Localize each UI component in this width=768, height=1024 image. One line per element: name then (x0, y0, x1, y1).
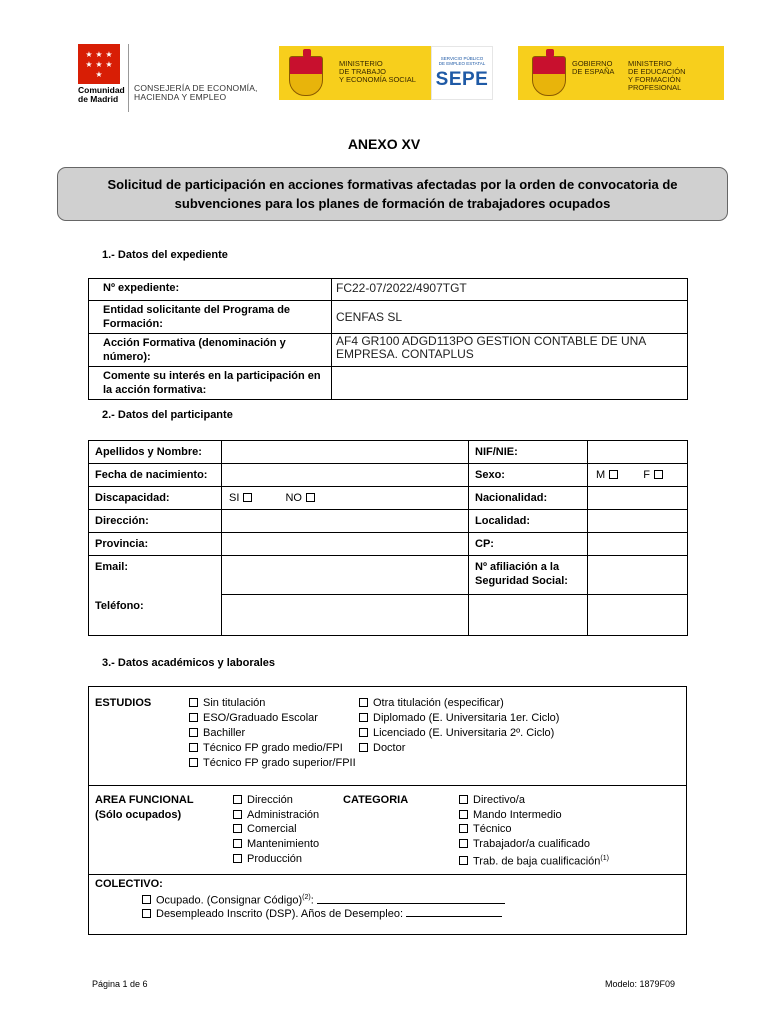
area-option[interactable]: Dirección (233, 793, 293, 807)
discapacidad-si-checkbox[interactable] (243, 493, 252, 502)
area-sublabel: (Sólo ocupados) (95, 809, 182, 821)
star-icon: ★ (95, 59, 103, 69)
table-row (89, 487, 688, 510)
email-label: Email: (95, 561, 129, 573)
star-icon: ★ (85, 59, 93, 69)
estudios-option[interactable]: Doctor (359, 741, 405, 755)
section-3-heading: 3.- Datos académicos y laborales (102, 657, 276, 669)
section-2-heading: 2.- Datos del participante (102, 409, 233, 421)
ministerio-educacion-logo: GOBIERNO DE ESPAÑA MINISTERIO DE EDUCACIÓN Y FORMACIÓN PROFESIONAL (518, 46, 724, 100)
checkbox[interactable] (459, 824, 468, 833)
direccion-field[interactable] (222, 510, 469, 533)
table-row (89, 510, 688, 533)
cell-divider (588, 594, 687, 595)
expediente-value[interactable]: FC22-07/2022/4907TGT (332, 279, 688, 301)
checkbox[interactable] (233, 795, 242, 804)
checkbox[interactable] (459, 856, 468, 865)
fecha-field[interactable] (222, 464, 469, 487)
checkbox[interactable] (233, 810, 242, 819)
email-field[interactable] (222, 556, 468, 594)
checkbox[interactable] (189, 713, 198, 722)
divider (89, 874, 686, 875)
consejeria-name: CONSEJERÍA DE ECONOMÍA, HACIENDA Y EMPLEO (134, 83, 258, 102)
estudios-option[interactable]: Técnico FP grado superior/FPII (189, 756, 356, 770)
estudios-option[interactable]: Técnico FP grado medio/FPI (189, 741, 343, 755)
desempleado-option[interactable]: Desempleado Inscrito (DSP). Años de Desempleo: (142, 906, 502, 921)
interes-value[interactable] (332, 367, 688, 400)
email-telefono-labels (89, 556, 222, 636)
sepe-logo: SERVICIO PÚBLICO DE EMPLEO ESTATAL SEPE (431, 46, 493, 100)
checkbox[interactable] (189, 698, 198, 707)
modelo-code: Modelo: 1879F09 (605, 979, 676, 989)
anos-desempleo-input[interactable] (406, 906, 502, 917)
localidad-field[interactable] (588, 510, 688, 533)
nacionalidad-field[interactable] (588, 487, 688, 510)
comunidad-madrid-name: Comunidad de Madrid (78, 85, 125, 104)
checkbox[interactable] (359, 743, 368, 752)
afiliacion-field-cell (588, 556, 688, 636)
star-icon: ★ (95, 69, 103, 79)
checkbox[interactable] (142, 909, 151, 918)
direccion-label: Dirección: (89, 510, 222, 533)
checkbox[interactable] (359, 698, 368, 707)
checkbox[interactable] (233, 824, 242, 833)
star-icon: ★ (105, 49, 113, 59)
checkbox[interactable] (359, 713, 368, 722)
estudios-option[interactable]: ESO/Graduado Escolar (189, 711, 318, 725)
checkbox[interactable] (459, 795, 468, 804)
codigo-input[interactable] (317, 893, 505, 904)
categoria-option[interactable]: Directivo/a (459, 793, 525, 807)
participante-table (88, 440, 688, 636)
accion-label: Acción Formativa (denominación y número): (89, 334, 332, 367)
colectivo-label: COLECTIVO: (95, 878, 163, 890)
area-option[interactable]: Administración (233, 808, 319, 822)
checkbox[interactable] (233, 854, 242, 863)
coat-of-arms-icon (289, 56, 323, 96)
estudios-option[interactable]: Licenciado (E. Universitaria 2º. Ciclo) (359, 726, 554, 740)
categoria-option[interactable]: Mando Intermedio (459, 808, 562, 822)
nif-field[interactable] (588, 441, 688, 464)
expediente-label: Nº expediente: (89, 279, 332, 301)
sexo-m-checkbox[interactable] (609, 470, 618, 479)
area-option[interactable]: Comercial (233, 822, 297, 836)
table-row (89, 301, 688, 334)
table-row (89, 556, 688, 636)
area-option[interactable]: Mantenimiento (233, 837, 319, 851)
discapacidad-label: Discapacidad: (89, 487, 222, 510)
checkbox[interactable] (142, 895, 151, 904)
estudios-option[interactable]: Bachiller (189, 726, 245, 740)
table-row (89, 533, 688, 556)
checkbox[interactable] (189, 758, 198, 767)
sexo-label: Sexo: (469, 464, 588, 487)
star-icon: ★ (105, 59, 113, 69)
apellidos-field[interactable] (222, 441, 469, 464)
academicos-box (88, 686, 687, 935)
star-icon: ★ (85, 49, 93, 59)
expediente-table (88, 278, 688, 400)
categoria-label: CATEGORIA (343, 794, 409, 806)
area-option[interactable]: Producción (233, 852, 302, 866)
categoria-option[interactable]: Trab. de baja cualificación$^{(1)}$ (459, 852, 609, 869)
email-telefono-fields (222, 556, 469, 636)
entidad-value[interactable]: CENFAS SL (332, 301, 688, 334)
checkbox[interactable] (459, 839, 468, 848)
table-row (89, 441, 688, 464)
localidad-label: Localidad: (469, 510, 588, 533)
afiliacion-field[interactable] (588, 556, 687, 594)
coat-of-arms-icon (532, 56, 566, 96)
star-icon: ★ (95, 49, 103, 59)
form-banner: Solicitud de participación en acciones formativas afectadas por la orden de convocatoria de subvenciones para los planes de formación de trabajadores ocupados (57, 167, 728, 221)
document-title: ANEXO XV (347, 136, 421, 152)
checkbox[interactable] (233, 839, 242, 848)
area-label: AREA FUNCIONAL (95, 794, 194, 806)
provincia-field[interactable] (222, 533, 469, 556)
ministerio-trabajo-logo: MINISTERIO DE TRABAJO Y ECONOMÍA SOCIAL (279, 46, 431, 100)
sexo-f-checkbox[interactable] (654, 470, 663, 479)
accion-value[interactable]: AF4 GR100 ADGD113PO GESTION CONTABLE DE UNA EMPRESA. CONTAPLUS (332, 334, 688, 367)
provincia-label: Provincia: (89, 533, 222, 556)
table-row (89, 464, 688, 487)
logo-divider (128, 44, 129, 112)
table-row (89, 279, 688, 301)
table-row (89, 334, 688, 367)
afiliacion-cell (469, 556, 588, 636)
estudios-option[interactable]: Sin titulación (189, 696, 265, 710)
section-1-heading: 1.- Datos del expediente (102, 249, 228, 261)
page-number: Página 1 de 6 (92, 979, 148, 989)
checkbox[interactable] (189, 743, 198, 752)
afiliacion-label: Nº afiliación a la Seguridad Social: (475, 561, 568, 587)
discapacidad-no-checkbox[interactable] (306, 493, 315, 502)
comunidad-madrid-flag-logo (78, 44, 120, 84)
apellidos-label: Apellidos y Nombre: (89, 441, 222, 464)
checkbox[interactable] (189, 728, 198, 737)
checkbox[interactable] (359, 728, 368, 737)
estudios-label: ESTUDIOS (95, 697, 152, 709)
checkbox[interactable] (459, 810, 468, 819)
telefono-label: Teléfono: (95, 600, 144, 612)
cp-field[interactable] (588, 533, 688, 556)
estudios-option[interactable]: Diplomado (E. Universitaria 1er. Ciclo) (359, 711, 559, 725)
divider (89, 785, 686, 786)
entidad-label: Entidad solicitante del Programa de Formación: (89, 301, 332, 334)
nacionalidad-label: Nacionalidad: (469, 487, 588, 510)
estudios-option[interactable]: Otra titulación (especificar) (359, 696, 504, 710)
telefono-field[interactable] (222, 594, 468, 595)
cp-label: CP: (469, 533, 588, 556)
sexo-options: M F (588, 464, 688, 487)
nif-label: NIF/NIE: (469, 441, 588, 464)
ocupado-option[interactable]: Ocupado. (Consignar Código)$^{(2)}$: (142, 891, 505, 908)
interes-label: Comente su interés en la participación en la acción formativa: (89, 367, 332, 400)
discapacidad-options: SI NO (222, 487, 469, 510)
fecha-label: Fecha de nacimiento: (89, 464, 222, 487)
categoria-option[interactable]: Técnico (459, 822, 512, 836)
table-row (89, 367, 688, 400)
cell-divider (469, 594, 587, 595)
categoria-option[interactable]: Trabajador/a cualificado (459, 837, 590, 851)
